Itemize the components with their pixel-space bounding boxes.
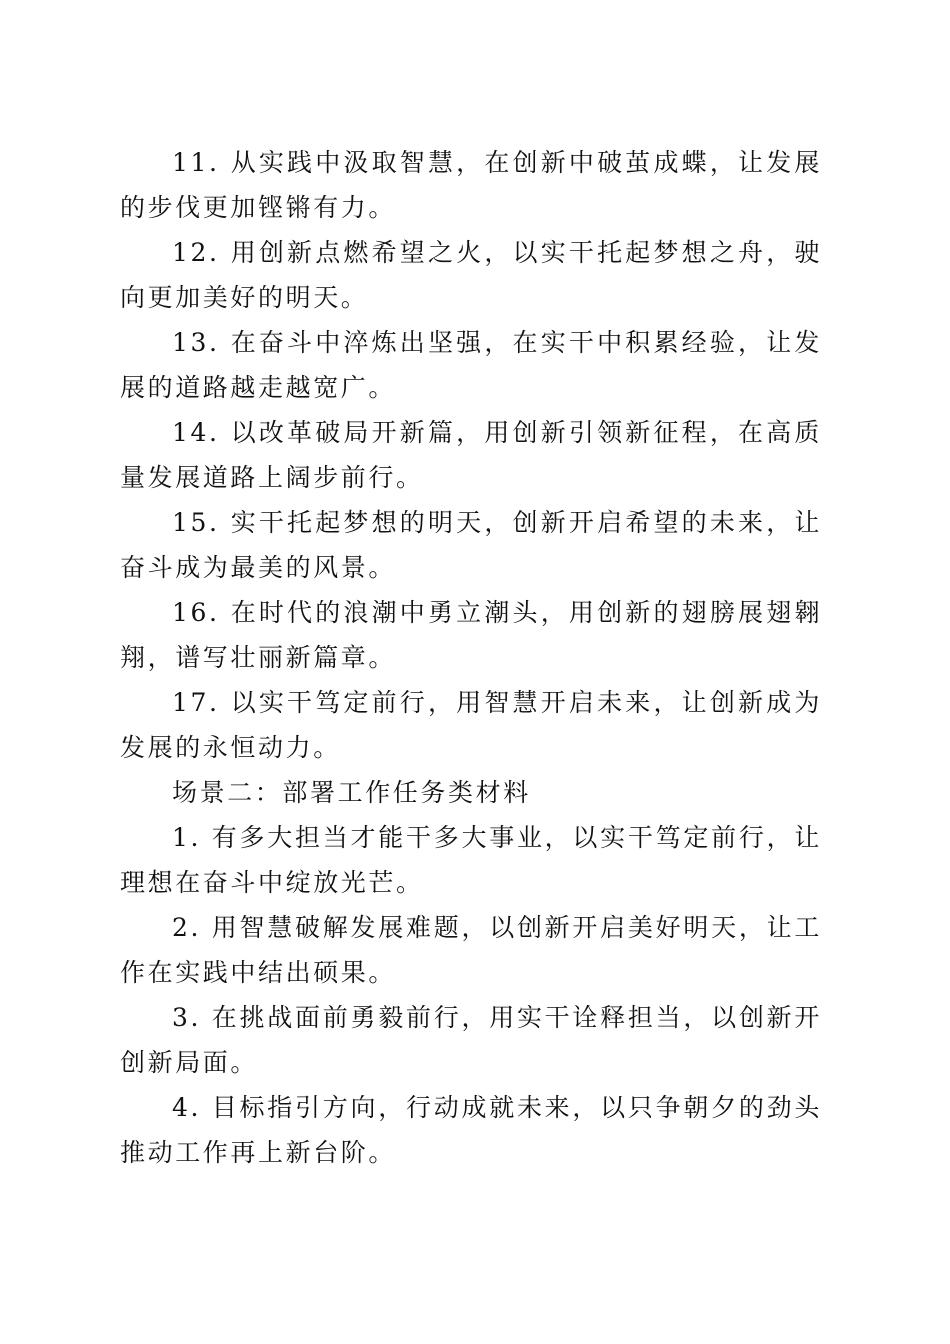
paragraph-item-15: 15. 实干托起梦想的明天，创新开启希望的未来，让奋斗成为最美的风景。 xyxy=(120,508,822,582)
paragraph-item-13: 13. 在奋斗中淬炼出坚强，在实干中积累经验，让发展的道路越走越宽广。 xyxy=(120,328,822,402)
paragraph-item-12: 12. 用创新点燃希望之火，以实干托起梦想之舟，驶向更加美好的明天。 xyxy=(120,238,822,312)
paragraph-item-3: 3. 在挑战面前勇毅前行，用实干诠释担当，以创新开创新局面。 xyxy=(120,1003,822,1077)
paragraph-item-11: 11. 从实践中汲取智慧，在创新中破茧成蝶，让发展的步伐更加铿锵有力。 xyxy=(120,148,822,222)
section-heading: 场景二：部署工作任务类材料 xyxy=(172,778,531,807)
paragraph-item-14: 14. 以改革破局开新篇，用创新引领新征程，在高质量发展道路上阔步前行。 xyxy=(120,418,822,492)
paragraph-item-1: 1. 有多大担当才能干多大事业，以实干笃定前行，让理想在奋斗中绽放光芒。 xyxy=(120,823,822,897)
paragraph-item-17: 17. 以实干笃定前行，用智慧开启未来，让创新成为发展的永恒动力。 xyxy=(120,688,822,762)
paragraph-item-4: 4. 目标指引方向，行动成就未来，以只争朝夕的劲头推动工作再上新台阶。 xyxy=(120,1093,822,1167)
paragraph-item-16: 16. 在时代的浪潮中勇立潮头，用创新的翅膀展翅翱翔，谱写壮丽新篇章。 xyxy=(120,598,822,672)
paragraph-item-2: 2. 用智慧破解发展难题，以创新开启美好明天，让工作在实践中结出硕果。 xyxy=(120,913,822,987)
document-body xyxy=(120,140,822,1175)
